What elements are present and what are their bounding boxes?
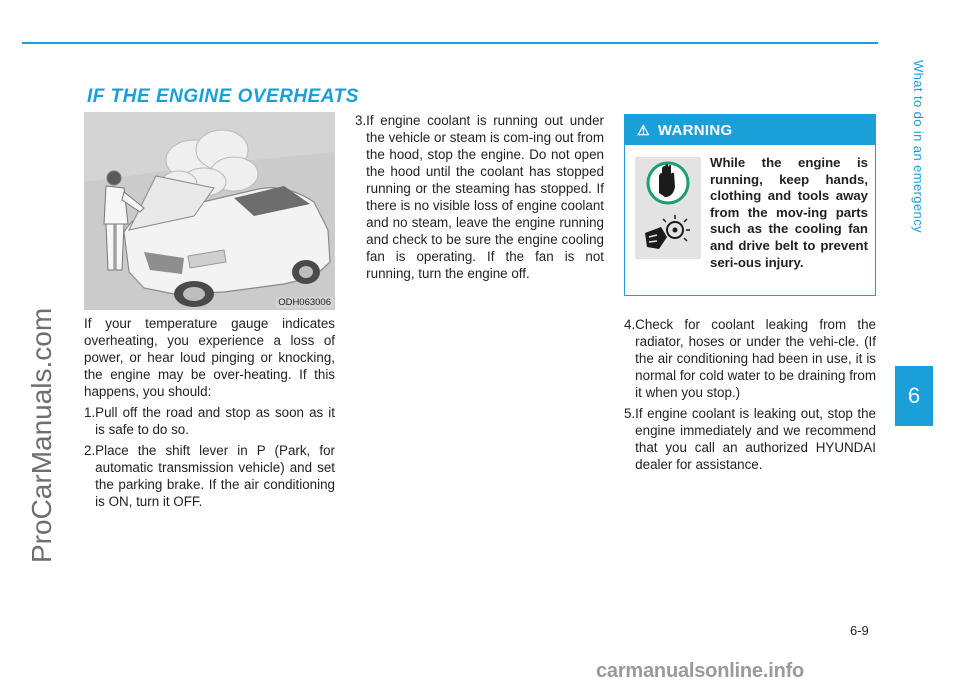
list-item: [355, 112, 604, 282]
car-steam-drawing: [84, 112, 335, 310]
overheating-car-illustration: [84, 112, 335, 310]
list-item-text: If engine coolant is running out under the vehicle or steam is com-ing out from the hood, stop the engine. Do not open the hood until the coolant has stopped running or the steaming has stopped. If there is no visible loss of engine coolant and no steam, leave the engine running and check to be sure the engine cooling fan is operating. If the fan is not running, turn the engine off.: [366, 113, 604, 281]
warning-icons-panel: [635, 157, 701, 259]
list-item-number: 1.: [84, 405, 96, 420]
fan-hazard-icon: [641, 211, 695, 253]
section-title: IF THE ENGINE OVERHEATS: [87, 86, 359, 107]
warning-triangle-icon: ⚠: [637, 121, 650, 138]
list-item-number: 4.: [624, 317, 636, 332]
list-item-text: Check for coolant leaking from the radiator, hoses or under the vehi-cle. (If the air conditioning had been in use, it is normal for cold water to be draining from it when you stop.): [635, 317, 876, 400]
list-item-number: 3.: [355, 113, 367, 128]
warning-text: While the engine is running, keep hands, clothing and tools away from the mov-ing parts such as the cooling fan and drive belt to prevent seri-ous injury.: [710, 155, 868, 270]
list-item-text: Place the shift lever in P (Park, for automatic transmission vehicle) and set the parking brake. If the air conditioning is ON, turn it OFF.: [95, 443, 335, 509]
column-1: [84, 315, 335, 514]
list-item: [84, 442, 335, 510]
column-3: [624, 316, 876, 477]
watermark-left: ProCarManuals.com: [26, 307, 57, 563]
list-item-number: 5.: [624, 406, 636, 421]
figure-code: ODH063006: [278, 297, 331, 308]
column-2: [355, 112, 604, 286]
list-item: [84, 404, 335, 438]
warning-box: [624, 114, 876, 296]
list-item-text: If engine coolant is leaking out, stop the engine immediately and we recommend that you call an authorized HYUNDAI dealer for assistance.: [635, 406, 876, 472]
chapter-side-label: What to do in an emergency: [911, 60, 926, 233]
warning-header: [625, 115, 875, 145]
chapter-number-tab: 6: [895, 366, 933, 426]
page-number: 6-9: [850, 623, 869, 638]
watermark-bottom: carmanualsonline.info: [596, 660, 805, 682]
list-item-number: 2.: [84, 443, 96, 458]
list-item-text: Pull off the road and stop as soon as it is safe to do so.: [95, 405, 335, 437]
list-item: [624, 405, 876, 473]
top-rule: [22, 42, 878, 44]
warning-label: WARNING: [657, 121, 733, 139]
list-item: [624, 316, 876, 401]
hand-stop-icon: [648, 163, 688, 203]
intro-paragraph: If your temperature gauge indicates overheating, you experience a loss of power, or hear loud pinging or knocking, the engine may be over-heating. If this happens, you should:: [84, 316, 335, 399]
